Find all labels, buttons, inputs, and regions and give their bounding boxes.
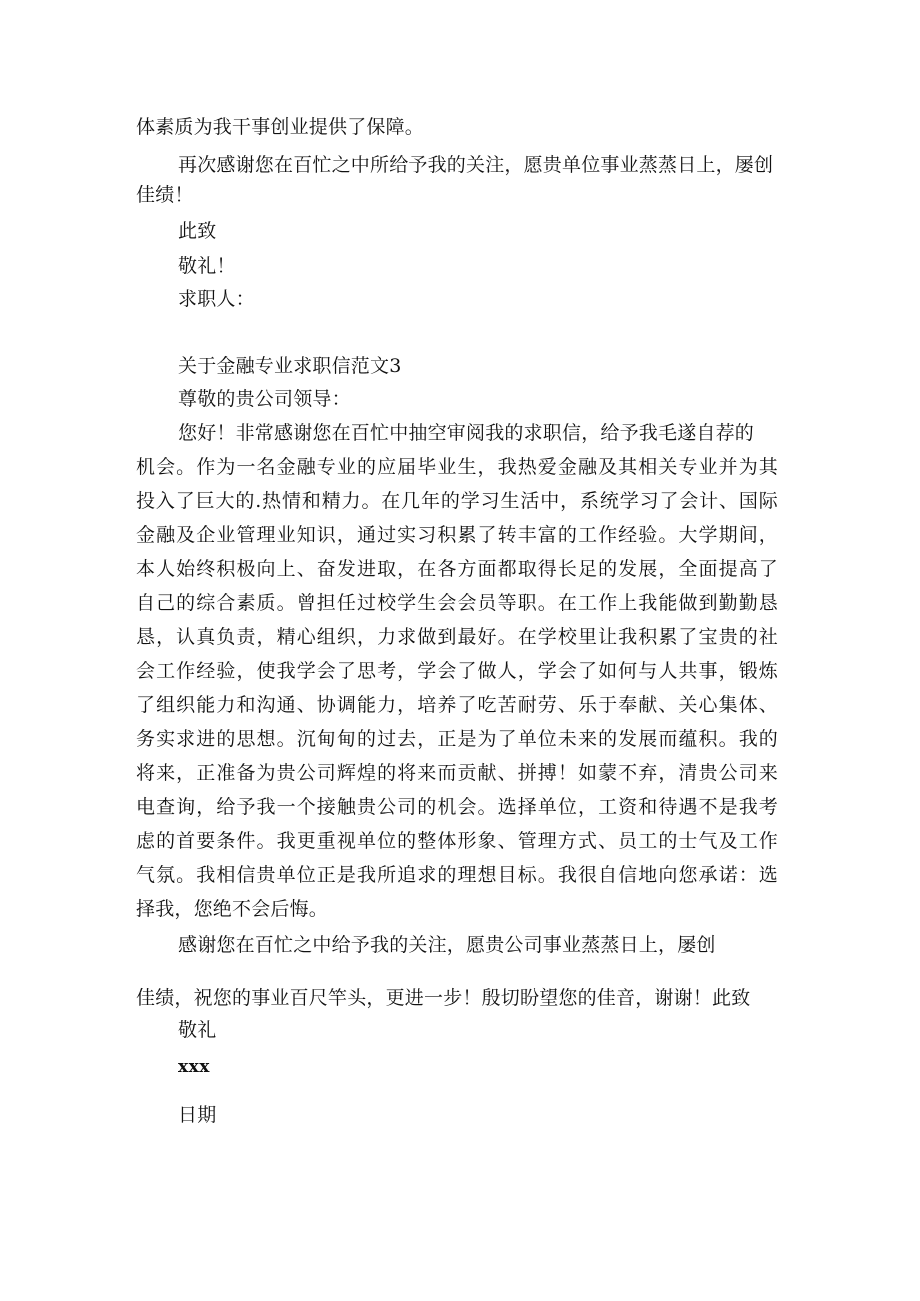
text-line: 电查询，给予我一个接触贵公司的机会。选择单位，工资和待遇不是我考: [136, 796, 778, 818]
text-line: 本人始终积极向上、奋发进取，在各方面都取得长足的发展，全面提高了: [136, 558, 778, 580]
text-line: 佳绩！: [136, 184, 194, 206]
text-line: 气氛。我相信贵单位正是我所追求的理想目标。我很自信地向您承诺：选: [136, 864, 778, 886]
text-line: 投入了巨大的.热情和精力。在几年的学习生活中，系统学习了会计、国际: [136, 490, 778, 512]
signature: xxx: [178, 1057, 210, 1077]
section-title: 关于金融专业求职信范文3: [178, 355, 402, 377]
text-line: 恳，认真负责，精心组织，力求做到最好。在学校里让我积累了宝贵的社: [136, 626, 778, 648]
text-line: 此致: [178, 220, 217, 242]
closing: 敬礼: [178, 1019, 217, 1041]
salutation: 尊敬的贵公司领导：: [178, 388, 351, 410]
text-line: 再次感谢您在百忙之中所给予我的关注，愿贵单位事业蒸蒸日上，屡创: [178, 154, 774, 176]
text-line: 了组织能力和沟通、协调能力，培养了吃苦耐劳、乐于奉献、关心集体、: [136, 694, 778, 716]
text-line: 务实求进的思想。沉甸甸的过去，正是为了单位未来的发展而蕴积。我的: [136, 728, 778, 750]
text-line: 体素质为我干事创业提供了保障。: [136, 116, 425, 138]
text-line: 您好！非常感谢您在百忙中抽空审阅我的求职信，给予我毛遂自荐的: [178, 422, 755, 444]
text-line: 敬礼！: [178, 255, 236, 277]
text-line: 虑的首要条件。我更重视单位的整体形象、管理方式、员工的士气及工作: [136, 830, 778, 852]
text-line: 择我，您绝不会后悔。: [136, 898, 329, 920]
text-line: 感谢您在百忙之中给予我的关注，愿贵公司事业蒸蒸日上，屡创: [178, 934, 716, 956]
text-line: 将来，正准备为贵公司辉煌的将来而贡献、拼搏！如蒙不弃，清贵公司来: [136, 762, 778, 784]
text-line: 会工作经验，使我学会了思考，学会了做人，学会了如何与人共事，锻炼: [136, 660, 778, 682]
text-line: 自己的综合素质。曾担任过校学生会会员等职。在工作上我能做到勤勤恳: [136, 592, 778, 614]
text-line: 求职人：: [178, 288, 255, 310]
date: 日期: [178, 1104, 217, 1126]
text-line: 金融及企业管理业知识，通过实习积累了转丰富的工作经验。大学期间，: [136, 524, 778, 546]
text-line: 佳绩，祝您的事业百尺竿头，更进一步！殷切盼望您的佳音，谢谢！此致: [136, 987, 751, 1009]
text-line: 机会。作为一名金融专业的应届毕业生，我热爱金融及其相关专业并为其: [136, 456, 778, 478]
